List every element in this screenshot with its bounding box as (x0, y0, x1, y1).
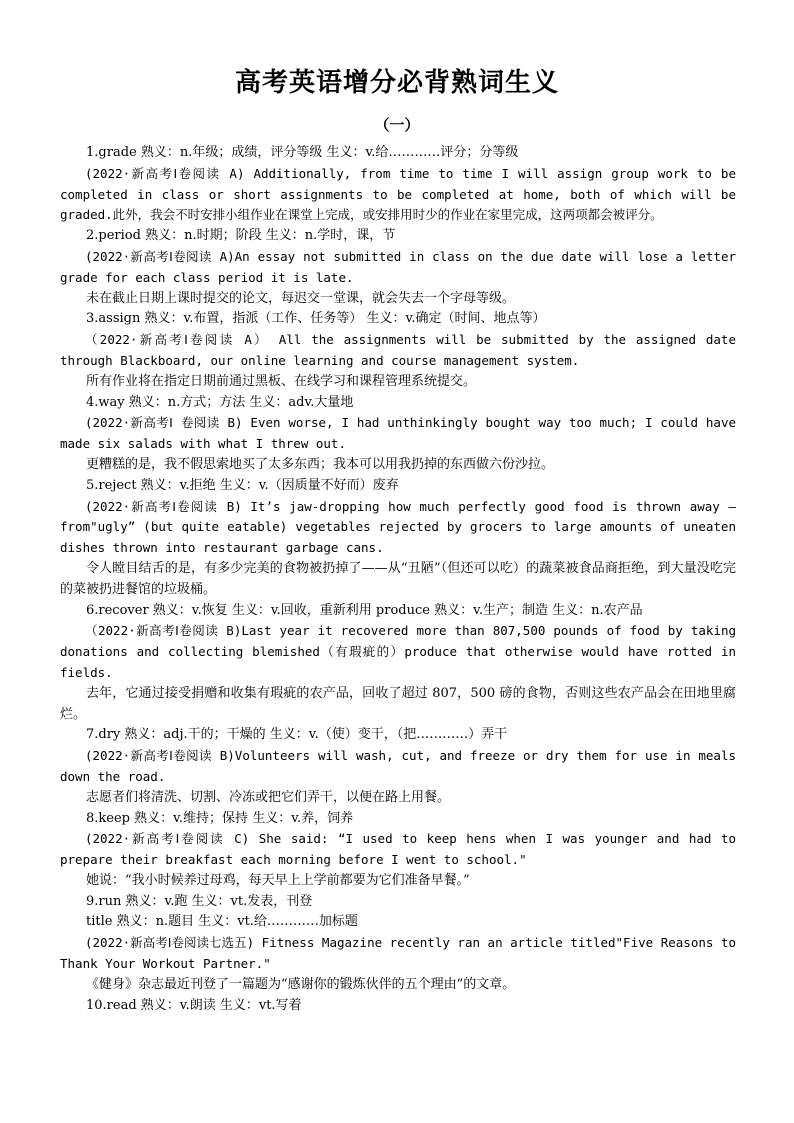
translation-dry: 志愿者们将清洗、切割、冷冻或把它们弄干，以便在路上用餐。 (86, 789, 451, 805)
translation-keep: 她说：“我小时候养过母鸡，每天早上上学前都要为它们准备早餐。” (86, 872, 470, 888)
entry-heading-title: title 熟义：n.题目 生义：vt.给…………加标题 (86, 914, 358, 930)
translation-way: 更糟糕的是，我不假思索地买了太多东西；我本可以用我扔掉的东西做六份沙拉。 (86, 456, 555, 472)
entry-heading-way: 4.way 熟义：n.方式；方法 生义：adv.大量地 (86, 394, 354, 410)
example-keep: (2022·新高考Ⅰ卷阅读 C) She said: “I used to keep hens when I was younger and had to prepare their breakfast each morning before I went to school." (60, 831, 736, 868)
page-subtitle: （一） (374, 116, 420, 134)
example-assign: （2022·新高考Ⅰ卷阅读 A） All the assignments will be submitted by the assigned date through Blackboard, our online learning and course management system. (60, 332, 736, 368)
translation-reject: 令人瞠目结舌的是，有多少完美的食物被扔掉了——从“丑陋”（但还可以吃）的蔬菜被食品商拒绝，到大量没吃完的菜被扔进餐馆的垃圾桶。 (60, 560, 736, 597)
example-period: (2022·新高考Ⅰ卷阅读 A)An essay not submitted in class on the due date will lose a letter grade for each class period it is late. (60, 248, 737, 285)
example-dry: (2022·新高考Ⅰ卷阅读 B)Volunteers will wash, cut, and freeze or dry them for use in meals down the road. (60, 748, 736, 784)
example-run-title: (2022·新高考Ⅰ卷阅读七选五) Fitness Magazine recently ran an article titled"Five Reasons to Thank Your Workout Partner." (60, 935, 736, 972)
example-recover: （2022·新高考Ⅰ卷阅读 B)Last year it recovered more than 807,500 pounds of food by taking donations and collecting blemished（有瑕疵的）produce that otherwise would have rotted in fields. (60, 623, 736, 680)
translation-period: 未在截止日期上课时提交的论文，每迟交一堂课，就会失去一个字母等级。 (86, 290, 516, 306)
entry-heading-grade: 1.grade 熟义：n.年级；成绩，评分等级 生义：v.给…………评分；分等级 (86, 145, 519, 160)
entry-heading-dry: 7.dry 熟义：adj.干的；干燥的 生义：v.（使）变干，（把…………）弄干 (86, 727, 508, 743)
page-title: 高考英语增分必背熟词生义 (234, 68, 559, 98)
translation-assign: 所有作业将在指定日期前通过黑板、在线学习和课程管理系统提交。 (86, 373, 477, 389)
entry-heading-reject: 5.reject 熟义：v.拒绝 生义：v.（因质量不好而）废弃 (86, 477, 399, 493)
entry-heading-period: 2.period 熟义：n.时期；阶段 生义：n.学时，课，节 (86, 228, 396, 244)
translation-recover: 去年，它通过接受捐赠和收集有瑕疵的农产品，回收了超过 807，500 磅的食物，否则这些农产品会在田地里腐烂。 (60, 685, 736, 722)
example-way: (2022·新高考Ⅰ 卷阅读 B) Even worse, I had unthinkingly bought way too much; I could have made six salads with what I threw out. (60, 415, 736, 452)
entry-heading-assign: 3.assign 熟义：v.布置，指派（工作、任务等） 生义：v.确定（时间、地点等） (86, 311, 546, 327)
entry-heading-run: 9.run 熟义：v.跑 生义：vt.发表，刊登 (86, 893, 313, 909)
entry-heading-keep: 8.keep 熟义：v.维持；保持 生义：v.养，饲养 (86, 810, 354, 826)
example-reject: (2022·新高考Ⅰ卷阅读 B) It’s jaw-dropping how much perfectly good food is thrown away — from"ugly” (but quite eatable) vegetables rejected by grocers to large amounts of uneaten dishes thrown into restaurant garbage cans. (60, 498, 736, 556)
example-grade: (2022·新高考Ⅰ卷阅读 A) Additionally, from time to time I will assign group work to be completed in class or short assignments to be completed at home, both of which will be graded.此外，我会不时安排小组作业在课堂上完成，或安排用时少的作业在家里完成，这两项都会被评分。 (60, 165, 736, 223)
entry-heading-read: 10.read 熟义：v.朗读 生义：vt.写着 (86, 997, 302, 1013)
entry-heading-recover: 6.recover 熟义：v.恢复 生义：v.回收，重新利用 produce 熟义：v.生产；制造 生义：n.农产品 (86, 602, 643, 618)
document-body (60, 143, 736, 1016)
translation-run-title: 《健身》杂志最近刊登了一篇题为“感谢你的锻炼伙伴的五个理由”的文章。 (86, 976, 516, 992)
